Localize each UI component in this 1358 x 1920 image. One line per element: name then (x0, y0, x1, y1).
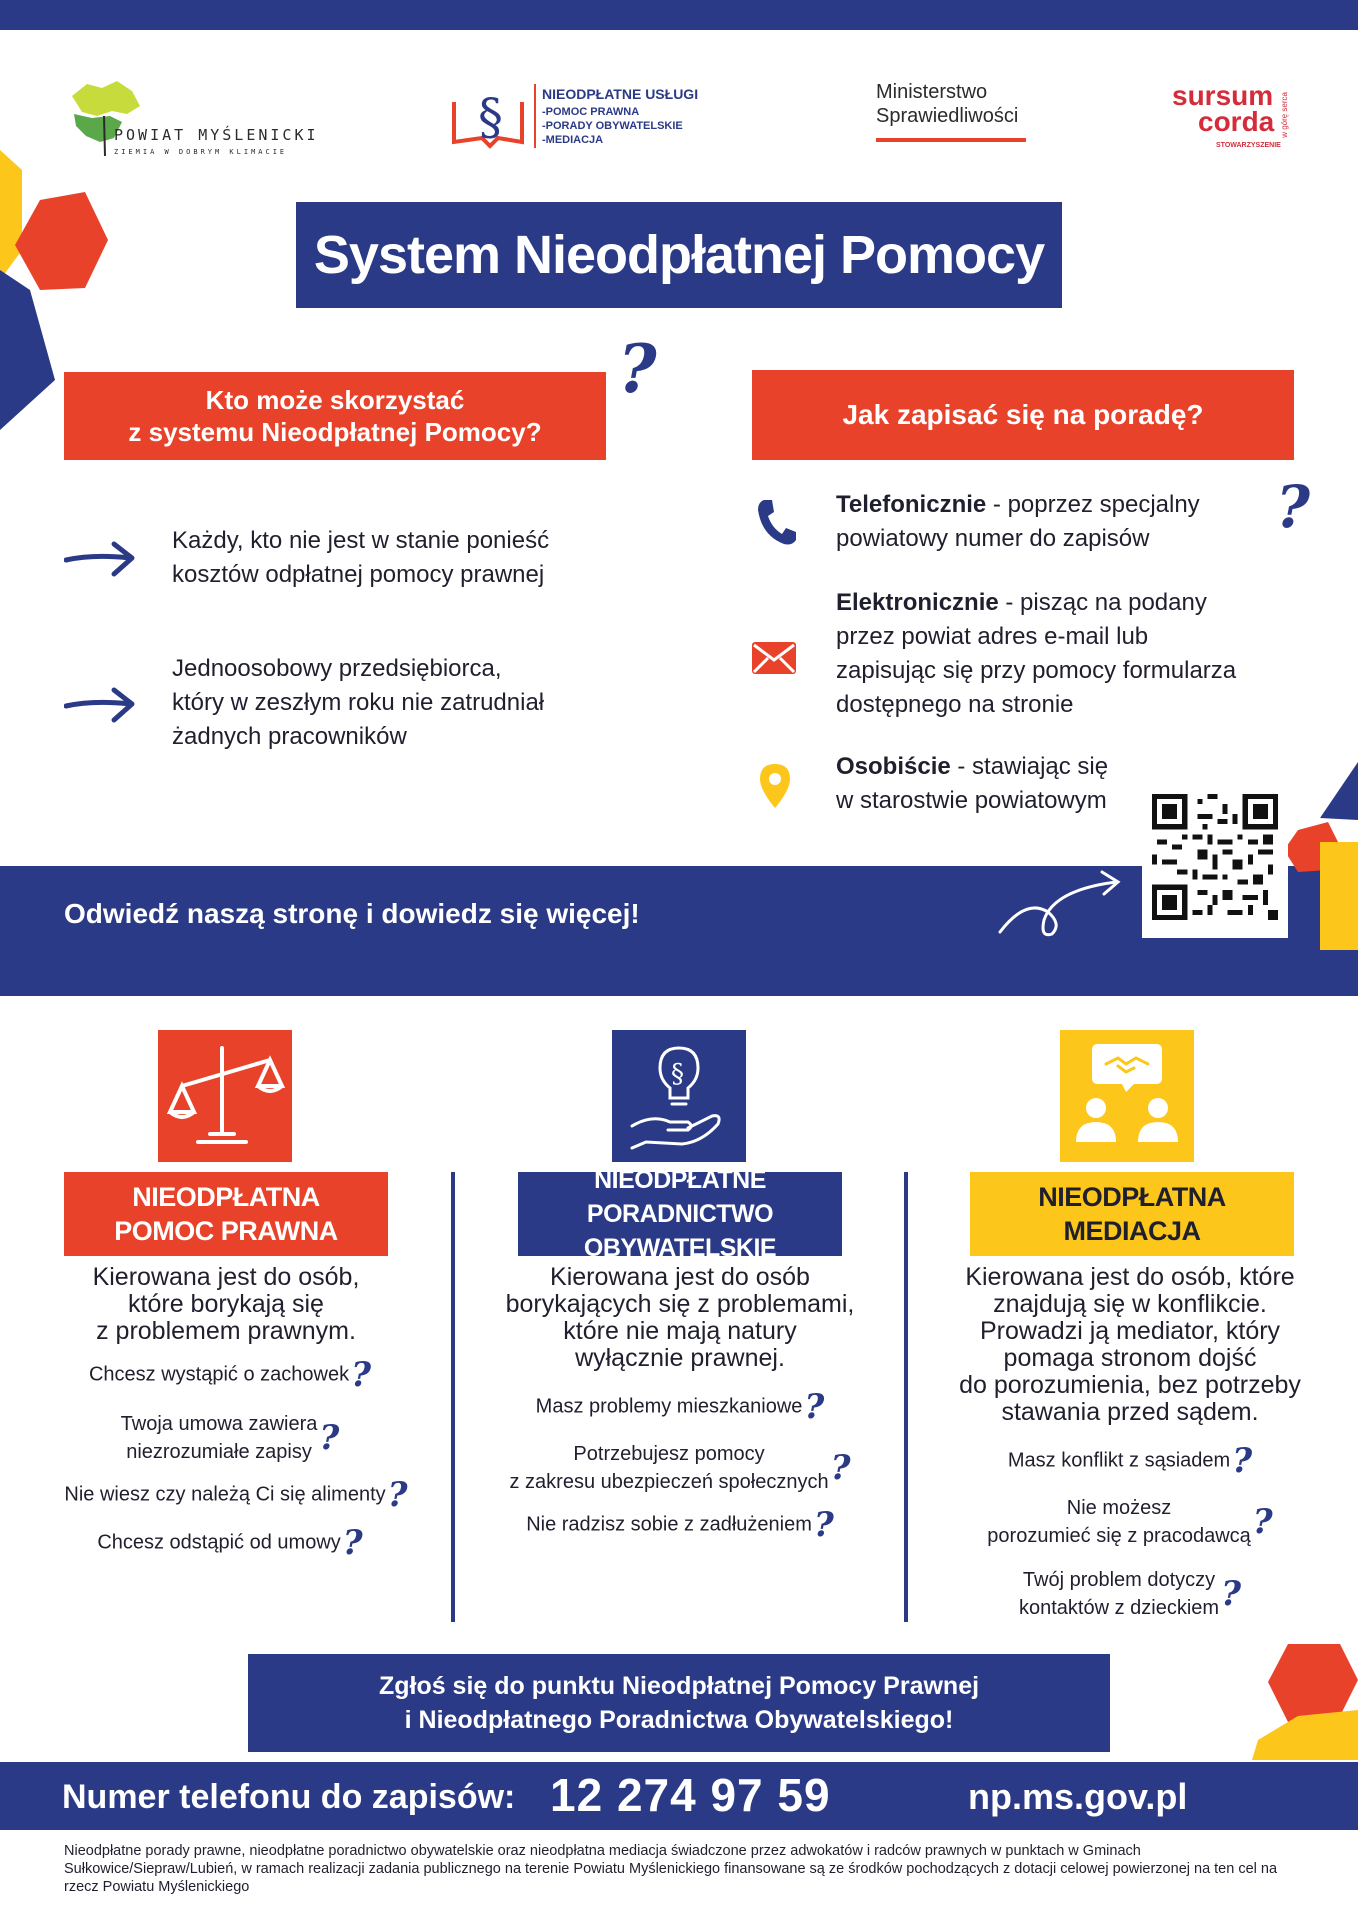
question-mark-icon: ? (1276, 473, 1310, 541)
scales-icon (158, 1030, 292, 1162)
mediation-people-icon (1060, 1030, 1194, 1162)
arrow-right-icon (64, 536, 136, 580)
column-3-title: NIEODPŁATNA MEDIACJA (1038, 1182, 1226, 1246)
who-heading: Kto może skorzystać z systemu Nieodpłatnej Pomocy? (128, 385, 542, 447)
arrow-right-icon (64, 682, 136, 726)
how-label-person: Osobiście (836, 753, 951, 780)
hand-lightbulb-icon-tile (612, 1030, 746, 1162)
column-3-title-box (970, 1172, 1294, 1256)
question-mark-icon: ? (813, 1505, 834, 1545)
visit-banner-text: Odwiedź naszą stronę i dowiedz się więcej! (64, 898, 640, 929)
how-label-email: Elektronicznie (836, 589, 999, 616)
who-heading-box (64, 372, 606, 460)
column-2-question-3: Nie radzisz sobie z zadłużeniem? (526, 1505, 834, 1545)
nieodplatne-title: NIEODPŁATNE USŁUGI (542, 86, 699, 102)
sursum-sub: STOWARZYSZENIE (1216, 142, 1281, 149)
page-title-banner (296, 202, 1062, 308)
column-1-question-2: Twoja umowa zawiera niezrozumiałe zapisy ? (120, 1413, 340, 1463)
powiat-name: POWIAT MYŚLENICKI (114, 126, 319, 144)
map-icon (62, 76, 152, 156)
how-heading: Jak zapisać się na poradę? (842, 399, 1204, 430)
hand-lightbulb-icon (612, 1030, 746, 1162)
column-1-desc: Kierowana jest do osób, które borykają się z problemem prawnym. (92, 1263, 360, 1345)
sursum-side: w górę serca (1280, 92, 1289, 138)
column-1-question-4: Chcesz odstąpić od umowy? (97, 1523, 363, 1563)
nieodplatne-logo (446, 80, 726, 160)
column-2-question-2: Potrzebujesz pomocy z zakresu ubezpieczeń społecznych? (509, 1443, 851, 1493)
location-pin-icon (758, 762, 792, 810)
sursum-line-1: sursum (1172, 80, 1274, 111)
who-item-2: Jednoosobowy przedsiębiorca, który w zeszłym roku nie zatrudniał żadnych pracowników (172, 655, 545, 750)
decor-shapes-right-top (1280, 760, 1358, 950)
ministerstwo-flag-line (876, 138, 1026, 142)
question-mark-icon: ? (1221, 1574, 1241, 1614)
column-2-title-box (518, 1166, 842, 1262)
sursum-corda-logo (1172, 82, 1302, 162)
svg-text:§: § (478, 88, 503, 146)
nieodplatne-line-3: -MEDIACJA (542, 134, 604, 146)
how-text-person: - stawiając się w starostwie powiatowym (836, 753, 1109, 814)
powiat-logo (62, 76, 319, 166)
svg-text:§: § (671, 1059, 684, 1089)
question-mark-icon: ? (830, 1448, 851, 1488)
how-text-phone: - poprzez specjalny powiatowy numer do zapisów (836, 491, 1200, 552)
column-3-question-1: Masz konflikt z sąsiadem? (1007, 1441, 1253, 1481)
who-item-1: Każdy, kto nie jest w stanie ponieść kosztów odpłatnej pomocy prawnej (172, 527, 550, 588)
question-mark-icon: ? (1252, 1502, 1273, 1542)
column-2-title: NIEODPŁATNE PORADNICTWO OBYWATELSKIE (583, 1166, 777, 1262)
question-mark-icon: ? (618, 330, 657, 408)
qr-code[interactable] (1142, 784, 1288, 938)
envelope-icon (750, 640, 798, 676)
column-3-question-2: Nie możesz porozumieć się z pracodawcą? (987, 1497, 1273, 1547)
page-title: System Nieodpłatnej Pomocy (313, 225, 1045, 285)
how-item-person (836, 750, 1156, 818)
phone-icon (754, 496, 798, 548)
how-heading-box (752, 370, 1294, 460)
phone-label: Numer telefonu do zapisów: (62, 1778, 516, 1816)
column-1-question-1: Chcesz wystąpić o zachowek? (88, 1355, 372, 1395)
ministerstwo-line-1: Ministerstwo (876, 81, 988, 103)
qr-code-image (1152, 794, 1278, 920)
how-item-email (836, 586, 1296, 722)
question-mark-icon: ? (342, 1523, 363, 1563)
ministerstwo-line-2: Sprawiedliwości (876, 105, 1019, 127)
column-2-desc: Kierowana jest do osób borykających się z problemami, które nie mają natury wyłącznie prawnej. (505, 1263, 855, 1372)
curly-arrow-icon (996, 868, 1126, 938)
question-mark-icon: ? (351, 1355, 372, 1395)
powiat-tagline: ZIEMIA W DOBRYM KLIMACIE (114, 148, 288, 156)
logo-divider (534, 84, 536, 148)
question-mark-icon: ? (387, 1475, 408, 1515)
question-mark-icon: ? (1232, 1441, 1253, 1481)
phone-number[interactable]: 12 274 97 59 (550, 1769, 831, 1821)
question-mark-icon: ? (319, 1418, 340, 1458)
top-bar (0, 0, 1358, 30)
nieodplatne-line-1: -POMOC PRAWNA (542, 106, 640, 118)
column-3-desc: Kierowana jest do osób, które znajdują się w konflikcie. Prowadzi ją mediator, który pomaga stronom dojść do porozumienia, bez potrzeby stawania przed sądem. (959, 1263, 1301, 1426)
scales-icon-tile (158, 1030, 292, 1162)
column-3-question-3: Twój problem dotyczy kontaktów z dzieckiem? (1019, 1569, 1241, 1619)
column-1-question-3: Nie wiesz czy należą Ci się alimenty? (64, 1475, 408, 1515)
cta-text: Zgłoś się do punktu Nieodpłatnej Pomocy Prawnej i Nieodpłatnego Poradnictwa Obywatelskiego! (378, 1672, 980, 1734)
how-label-phone: Telefonicznie (836, 491, 987, 518)
column-1-title: NIEODPŁATNA POMOC PRAWNA (114, 1182, 338, 1246)
footer-text: Nieodpłatne porady prawne, nieodpłatne poradnictwo obywatelskie oraz nieodpłatna mediacja świadczone przez adwokatów i radców prawnych w punktach w Gminach Sułkowice/Siepraw/Lubień, w ramach realizacji zadania publicznego na terenie Powiatu Myślenickiego finansowane są ze środków pochodzących z dotacji celowej powierzonej na ten cel na rzecz Powiatu Myślenickiego (64, 1843, 1278, 1895)
how-item-phone (836, 488, 1276, 556)
column-1-title-box (64, 1172, 388, 1256)
column-divider (451, 1172, 455, 1622)
cta-box (248, 1654, 1110, 1752)
how-text-email: - pisząc na podany przez powiat adres e-mail lub zapisując się przy pomocy formularza dostępnego na stronie (836, 589, 1237, 718)
question-mark-icon: ? (804, 1387, 825, 1427)
sursum-line-2: corda (1198, 106, 1275, 137)
ministerstwo-logo (876, 80, 1036, 150)
website-link[interactable]: np.ms.gov.pl (968, 1776, 1188, 1817)
mediation-icon-tile (1060, 1030, 1194, 1162)
column-divider (904, 1172, 908, 1622)
paragraph-book-icon (446, 80, 526, 152)
nieodplatne-line-2: -PORADY OBYWATELSKIE (542, 120, 683, 132)
decor-shapes-right-bottom (1238, 1640, 1358, 1760)
column-2-question-1: Masz problemy mieszkaniowe? (535, 1387, 825, 1427)
